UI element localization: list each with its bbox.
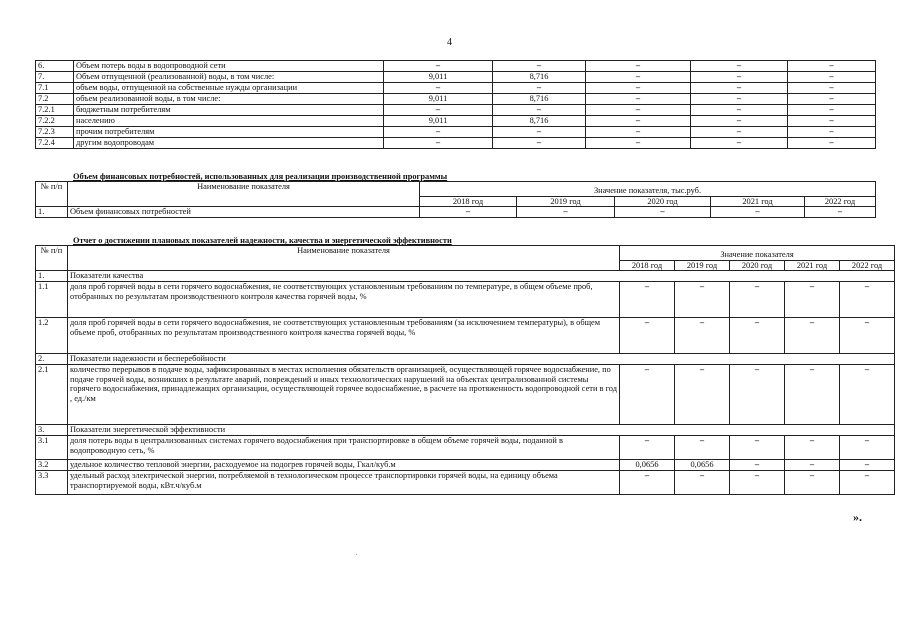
value-cell: – — [517, 207, 615, 218]
year-header: 2022 год — [805, 196, 876, 207]
value-cell: – — [730, 318, 785, 354]
value-cell: – — [384, 83, 493, 94]
table-row — [36, 460, 895, 471]
value-cell: – — [384, 61, 493, 72]
value-cell: – — [675, 471, 730, 495]
value-cell: – — [586, 138, 691, 149]
value-cell: 8,716 — [493, 72, 586, 83]
value-cell: – — [805, 207, 876, 218]
section-row — [36, 271, 895, 282]
row-name: доля потерь воды в централизованных системах горячего водоснабжения при транспортировке в общем объеме горячей воды, поданной в водопроводную сеть, % — [68, 436, 620, 460]
value-cell: – — [620, 365, 675, 425]
value-cell: – — [788, 138, 876, 149]
table-row — [36, 436, 895, 460]
value-cell: 0,0656 — [620, 460, 675, 471]
row-number: 7.2 — [36, 94, 74, 105]
value-cell: – — [615, 207, 711, 218]
year-header: 2022 год — [840, 260, 895, 271]
row-name: Объем финансовых потребностей — [68, 207, 420, 218]
value-cell: – — [691, 94, 788, 105]
value-cell: – — [730, 282, 785, 318]
value-cell: – — [586, 61, 691, 72]
row-name: Показатели качества — [68, 271, 895, 282]
indicators-table — [35, 245, 895, 495]
value-cell: – — [785, 460, 840, 471]
row-number: 2.1 — [36, 365, 68, 425]
year-header: 2020 год — [730, 260, 785, 271]
table-row — [36, 61, 876, 72]
value-cell: – — [788, 61, 876, 72]
row-number: 7.2.4 — [36, 138, 74, 149]
page-number: 4 — [447, 37, 452, 48]
table-row — [36, 105, 876, 116]
year-header: 2018 год — [420, 196, 517, 207]
row-number: 1.1 — [36, 282, 68, 318]
table-row — [36, 83, 876, 94]
indicators-section-title: Отчет о достижении плановых показателей надежности, качества и энергетической эффективности — [73, 236, 452, 245]
row-name: населению — [74, 116, 384, 127]
closing-quote: ». — [853, 510, 862, 524]
value-cell: – — [691, 61, 788, 72]
header-num: № п/п — [36, 182, 68, 207]
table-row — [36, 138, 876, 149]
value-cell: – — [675, 365, 730, 425]
row-number: 7.2.3 — [36, 127, 74, 138]
row-name: бюджетным потребителям — [74, 105, 384, 116]
value-cell: – — [730, 365, 785, 425]
value-cell: – — [493, 138, 586, 149]
value-cell: – — [384, 105, 493, 116]
value-cell: – — [730, 460, 785, 471]
value-cell: – — [493, 105, 586, 116]
value-cell: – — [788, 72, 876, 83]
value-cell: – — [691, 127, 788, 138]
header-row — [36, 246, 895, 261]
value-cell: – — [691, 72, 788, 83]
header-name: Наименование показателя — [68, 182, 420, 207]
table-row — [36, 127, 876, 138]
row-name: удельное количество тепловой энергии, расходуемое на подогрев горячей воды, Гкал/куб.м — [68, 460, 620, 471]
row-number: 7.1 — [36, 83, 74, 94]
row-name: объем воды, отпущенной на собственные нужды организации — [74, 83, 384, 94]
row-number: 3.3 — [36, 471, 68, 495]
table-row — [36, 207, 876, 218]
value-cell: – — [840, 471, 895, 495]
value-cell: – — [384, 127, 493, 138]
row-name: доля проб горячей воды в сети горячего водоснабжения, не соответствующих установленным требованиям (за исключением температуры), в общем объеме проб, отобранных по результатам производственного контроля качества горячей воды, % — [68, 318, 620, 354]
year-header: 2018 год — [620, 260, 675, 271]
row-number: 3.1 — [36, 436, 68, 460]
value-cell: 9,011 — [384, 116, 493, 127]
table-row — [36, 365, 895, 425]
value-cell: – — [785, 471, 840, 495]
table-row — [36, 94, 876, 105]
year-header: 2020 год — [615, 196, 711, 207]
row-name: удельный расход электрической энергии, потребляемой в технологическом процессе транспортировки горячей воды, на единицу объема транспортируемой воды, кВт.ч/куб.м — [68, 471, 620, 495]
row-number: 1. — [36, 207, 68, 218]
value-cell: 8,716 — [493, 94, 586, 105]
year-header: 2021 год — [785, 260, 840, 271]
header-name: Наименование показателя — [68, 246, 620, 271]
value-cell: – — [788, 83, 876, 94]
row-number: 1. — [36, 271, 68, 282]
value-cell: – — [493, 127, 586, 138]
table-row — [36, 282, 895, 318]
row-name: Показатели надежности и бесперебойности — [68, 354, 895, 365]
row-name: Объем отпущенной (реализованной) воды, в том числе: — [74, 72, 384, 83]
row-name: Объем потерь воды в водопроводной сети — [74, 61, 384, 72]
value-cell: 9,011 — [384, 94, 493, 105]
row-name: другим водопроводам — [74, 138, 384, 149]
row-name: доля проб горячей воды в сети горячего водоснабжения, не соответствующих установленным требованиям по температуре, в общем объеме проб, отобранных по результатам производственного контроля качества горячей воды, % — [68, 282, 620, 318]
value-cell: – — [691, 138, 788, 149]
table-row — [36, 116, 876, 127]
row-number: 7.2.1 — [36, 105, 74, 116]
value-cell: – — [675, 436, 730, 460]
value-cell: 9,011 — [384, 72, 493, 83]
value-cell: – — [840, 436, 895, 460]
row-name: Показатели энергетической эффективности — [68, 425, 895, 436]
section-row — [36, 425, 895, 436]
header-value: Значение показателя — [620, 246, 895, 261]
year-header: 2021 год — [711, 196, 805, 207]
value-cell: – — [620, 318, 675, 354]
value-cell: – — [730, 471, 785, 495]
value-cell: 8,716 — [493, 116, 586, 127]
value-cell: – — [840, 282, 895, 318]
row-number: 6. — [36, 61, 74, 72]
row-number: 7. — [36, 72, 74, 83]
value-cell: – — [711, 207, 805, 218]
financial-table — [35, 181, 876, 218]
financial-section-title: Объем финансовых потребностей, использованных для реализации производственной программы — [73, 172, 448, 181]
value-cell: – — [493, 83, 586, 94]
table-row — [36, 318, 895, 354]
value-cell: – — [675, 318, 730, 354]
value-cell: – — [493, 61, 586, 72]
value-cell: – — [620, 282, 675, 318]
row-number: 7.2.2 — [36, 116, 74, 127]
value-cell: – — [785, 282, 840, 318]
value-cell: – — [788, 127, 876, 138]
value-cell: – — [586, 127, 691, 138]
value-cell: 0,0656 — [675, 460, 730, 471]
row-number: 1.2 — [36, 318, 68, 354]
section-row — [36, 354, 895, 365]
row-number: 3. — [36, 425, 68, 436]
value-cell: – — [785, 318, 840, 354]
row-number: 2. — [36, 354, 68, 365]
value-cell: – — [620, 471, 675, 495]
value-cell: – — [384, 138, 493, 149]
value-cell: – — [840, 460, 895, 471]
value-cell: – — [840, 365, 895, 425]
value-cell: – — [586, 72, 691, 83]
value-cell: – — [620, 436, 675, 460]
value-cell: – — [785, 365, 840, 425]
row-number: 3.2 — [36, 460, 68, 471]
table-row — [36, 72, 876, 83]
year-header: 2019 год — [517, 196, 615, 207]
value-cell: – — [586, 105, 691, 116]
value-cell: – — [586, 94, 691, 105]
row-name: объем реализованной воды, в том числе: — [74, 94, 384, 105]
value-cell: – — [586, 83, 691, 94]
value-cell: – — [691, 83, 788, 94]
year-header: 2019 год — [675, 260, 730, 271]
value-cell: – — [788, 105, 876, 116]
value-cell: – — [420, 207, 517, 218]
value-cell: – — [788, 116, 876, 127]
value-cell: – — [785, 436, 840, 460]
header-value: Значение показателя, тыс.руб. — [420, 182, 876, 197]
value-cell: – — [730, 436, 785, 460]
table-row — [36, 471, 895, 495]
value-cell: – — [840, 318, 895, 354]
production-table — [35, 60, 876, 149]
header-row — [36, 182, 876, 197]
value-cell: – — [691, 105, 788, 116]
value-cell: – — [788, 94, 876, 105]
row-name: прочим потребителям — [74, 127, 384, 138]
value-cell: – — [586, 116, 691, 127]
header-num: № п/п — [36, 246, 68, 271]
value-cell: – — [675, 282, 730, 318]
row-name: количество перерывов в подаче воды, зафиксированных в местах исполнения обязательств организацией, осуществляющей горячее водоснабжение, по подаче горячей воды, возникших в результате аварий, повреждений и иных технологических нарушений на объектах централизованной системы горячего водоснабжения, принадлежащих организации, осуществляющей горячее водоснабжение, в расчете на протяженность водопроводной сети в год , ед./км — [68, 365, 620, 425]
value-cell: – — [691, 116, 788, 127]
stray-dot: . — [356, 551, 358, 557]
